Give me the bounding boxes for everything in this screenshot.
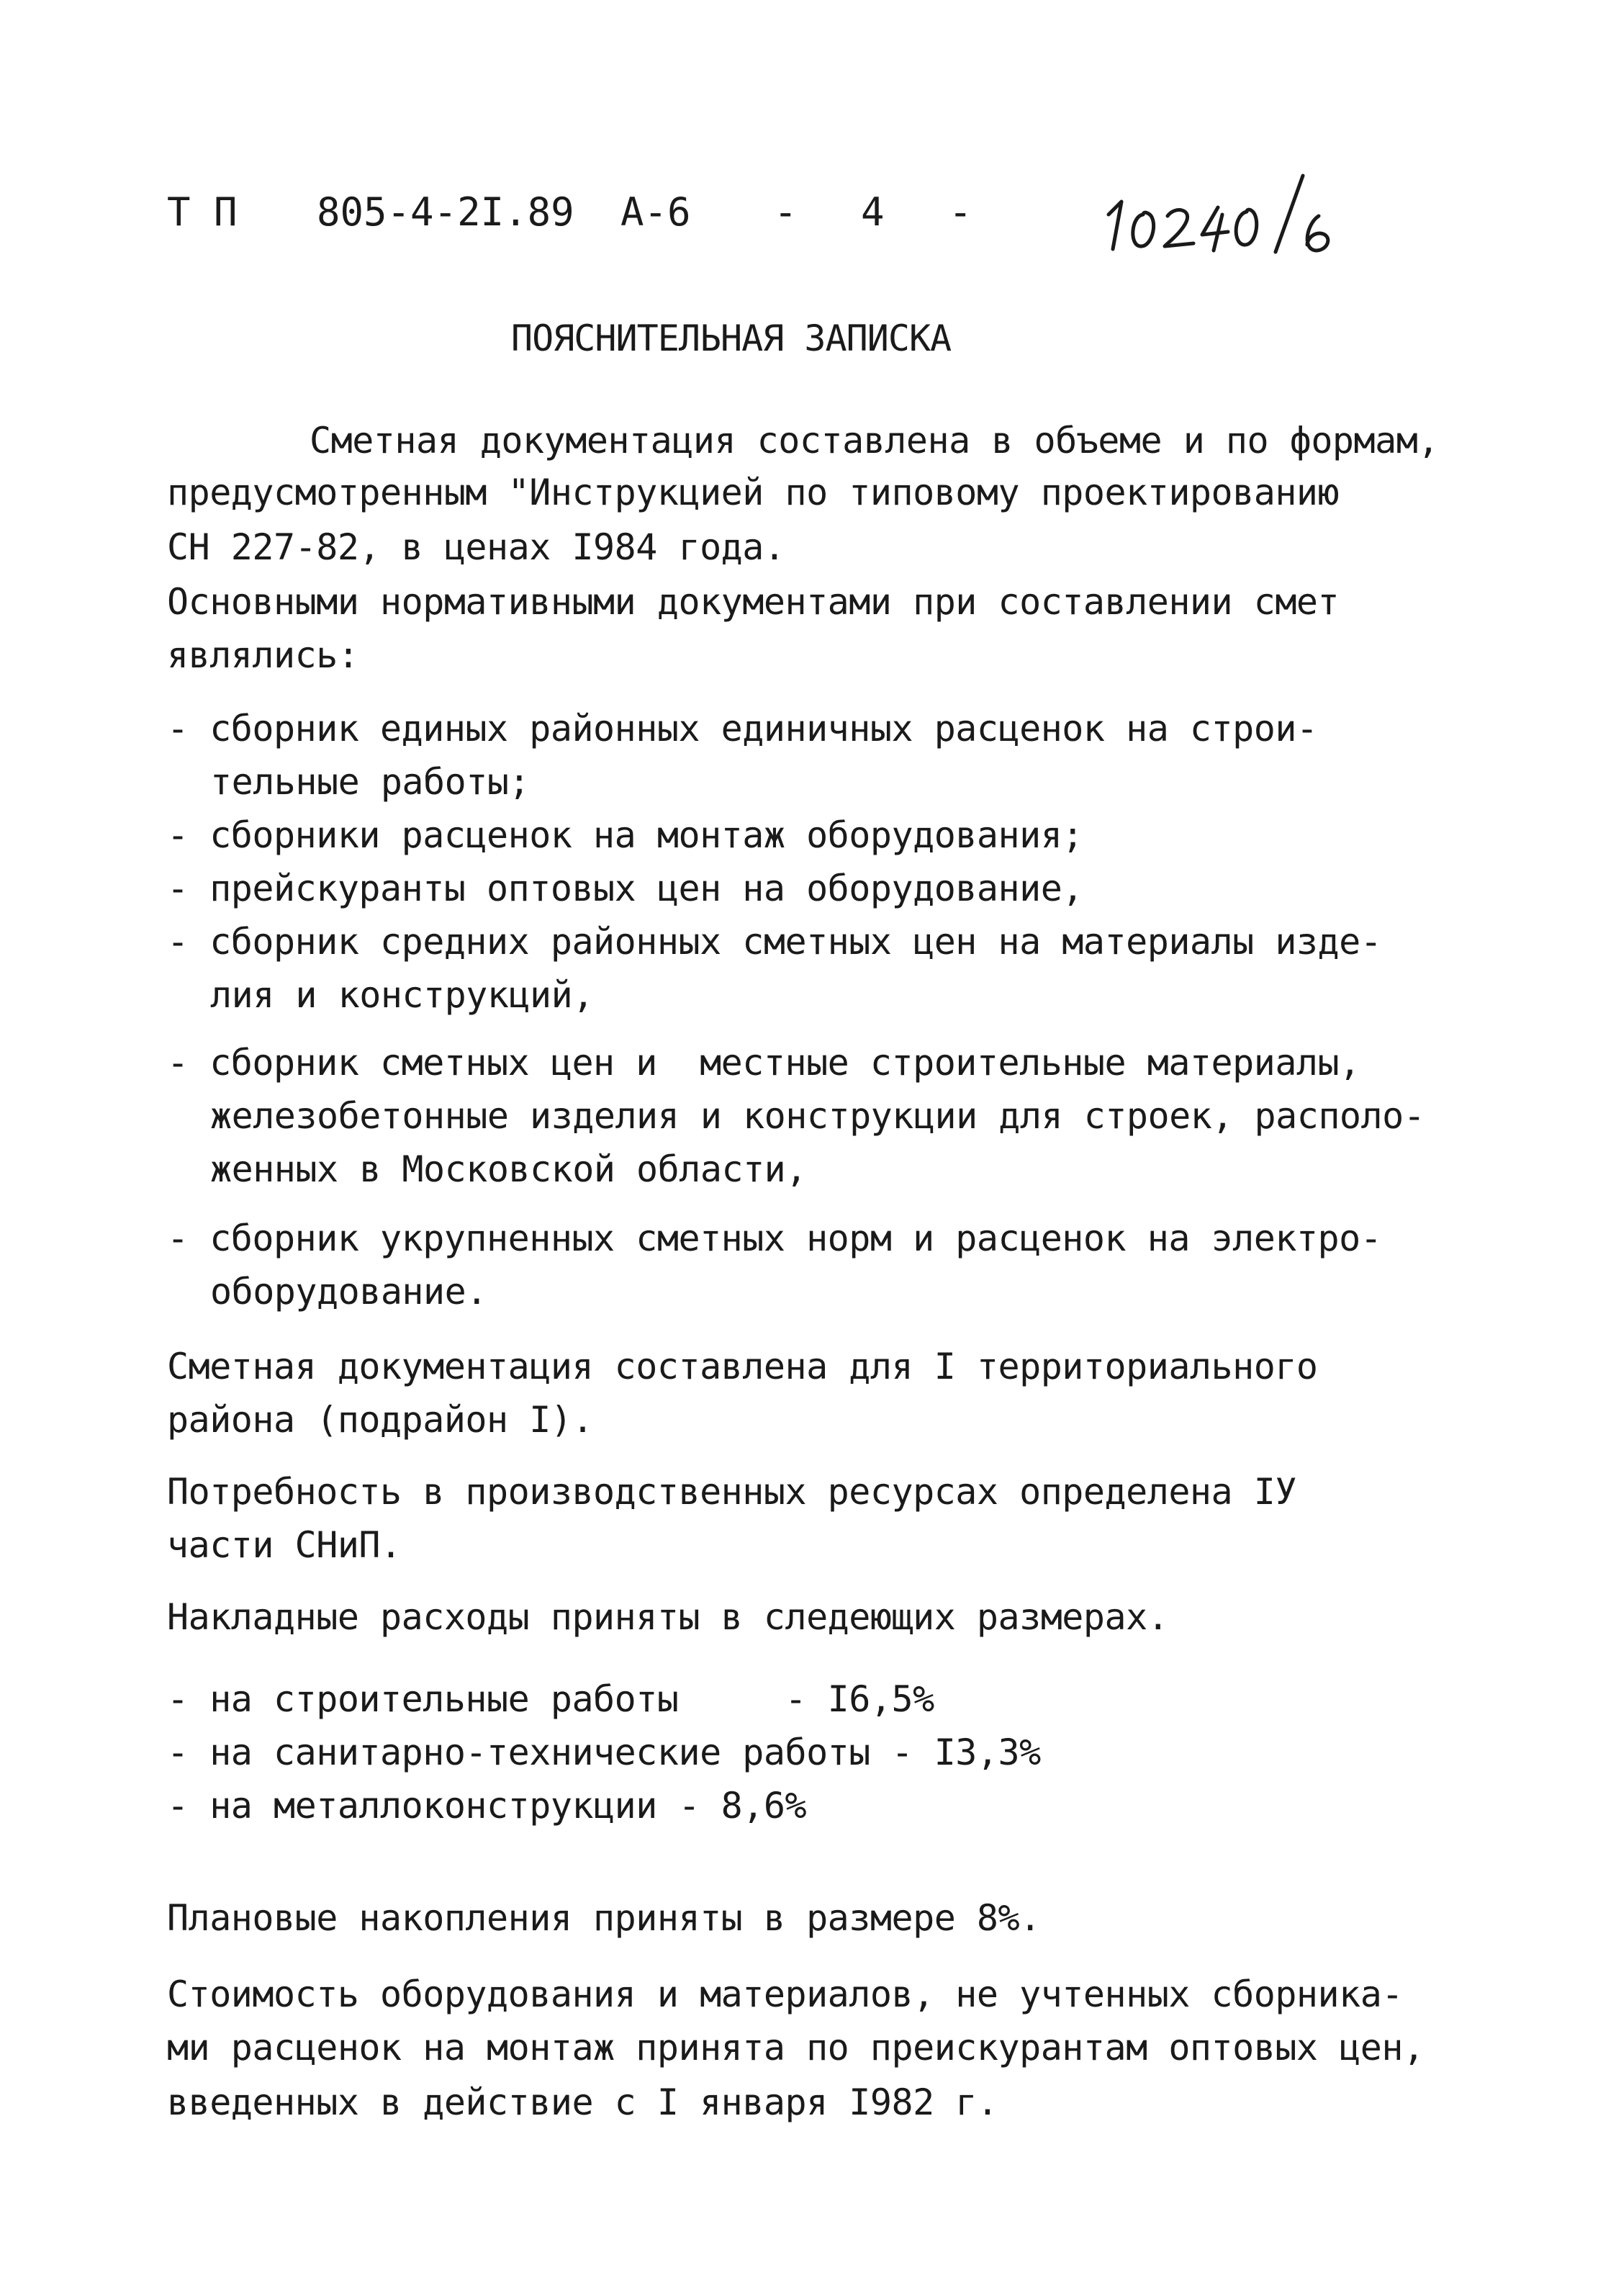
page-title: ПОЯСНИТЕЛЬНАЯ ЗАПИСКА — [511, 318, 952, 359]
paragraph-1-line-2: предусмотренным "Инструкцией по типовому проектированию — [167, 472, 1340, 513]
paragraph-7-line-3: введенных в действие с I января I982 г. — [167, 2081, 998, 2123]
header-code: 805-4-2I.89 — [317, 189, 574, 235]
paragraph-1-line-3: СН 227-82, в ценах I984 года. — [167, 526, 785, 568]
rate-construction: - на строительные работы - I6,5% — [167, 1678, 934, 1720]
paragraph-3-line-1: Сметная документация составлена для I территориального — [167, 1346, 1318, 1387]
list-item-2: - сборники расценок на монтаж оборудования; — [167, 814, 1083, 856]
list-item-4-line-2: лия и конструкций, — [210, 974, 594, 1016]
list-item-5-line-3: женных в Московской области, — [210, 1148, 807, 1190]
handwritten-inventory-number — [1087, 164, 1353, 265]
rate-sanitary: - на санитарно-технические работы - I3,3% — [167, 1732, 1041, 1773]
list-item-6-line-2: оборудование. — [210, 1271, 487, 1313]
header-dash-left: - — [774, 189, 798, 235]
paragraph-4-line-1: Потребность в производственных ресурсах определена IУ — [167, 1471, 1296, 1513]
paragraph-5: Накладные расходы приняты в следеющих размерах. — [167, 1596, 1169, 1638]
header-dash-right: - — [949, 189, 972, 235]
paragraph-7-line-2: ми расценок на монтаж принята по преискурантам оптовых цен, — [167, 2027, 1425, 2068]
list-item-6-line-1: - сборник укрупненных сметных норм и расценок на электро- — [167, 1217, 1382, 1259]
paragraph-6: Плановые накопления приняты в размере 8%. — [167, 1897, 1041, 1939]
paragraph-7-line-1: Стоимость оборудования и материалов, не учтенных сборника- — [167, 1973, 1403, 2015]
list-item-1-line-1: - сборник единых районных единичных расценок на строи- — [167, 708, 1318, 749]
header-album: А-6 — [620, 189, 691, 235]
header-page-number: 4 — [861, 189, 885, 235]
paragraph-4-line-2: части СНиП. — [167, 1524, 402, 1566]
paragraph-1-line-1: Сметная документация составлена в объеме и по формам, — [310, 420, 1439, 462]
header-tp: Т П — [167, 189, 238, 235]
list-item-5-line-1: - сборник сметных цен и местные строительные материалы, — [167, 1042, 1360, 1084]
rate-metal: - на металлоконструкции - 8,6% — [167, 1785, 807, 1827]
list-item-3: - прейскуранты оптовых цен на оборудование, — [167, 868, 1083, 909]
handwritten-number-drawing — [1087, 164, 1353, 265]
list-item-4-line-1: - сборник средних районных сметных цен на материалы изде- — [167, 921, 1382, 963]
paragraph-3-line-2: района (подрайон I). — [167, 1399, 594, 1441]
list-item-5-line-2: железобетонные изделия и конструкции для строек, располо- — [210, 1095, 1425, 1137]
list-item-1-line-2: тельные работы; — [210, 761, 531, 803]
paragraph-2-line-2: являлись: — [167, 634, 359, 676]
paragraph-2-line-1: Основными нормативными документами при составлении смет — [167, 581, 1340, 623]
